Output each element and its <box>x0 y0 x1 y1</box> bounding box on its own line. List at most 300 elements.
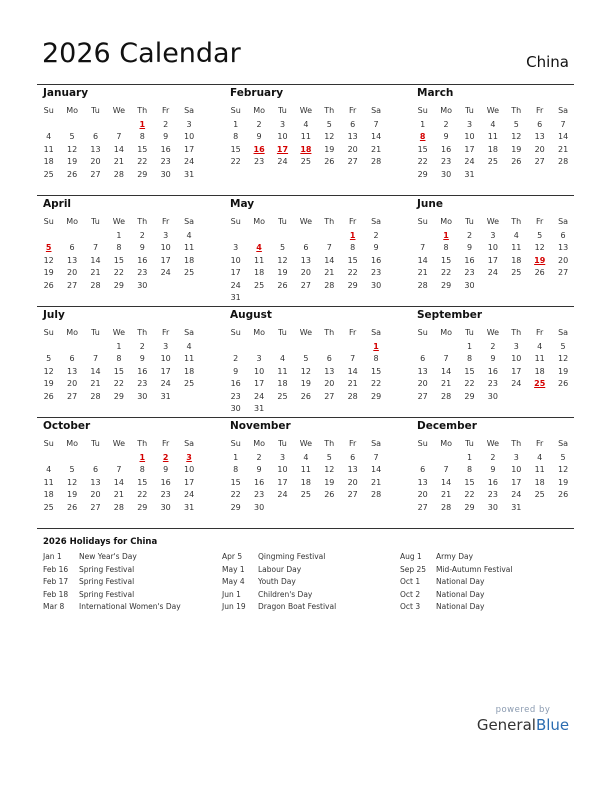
weekday-label: Su <box>417 328 428 337</box>
day-cell: 31 <box>160 391 171 401</box>
day-cell: 15 <box>137 144 148 154</box>
weekday-label: Sa <box>371 106 382 115</box>
day-cell: 16 <box>137 366 148 376</box>
day-cell: 2 <box>490 341 496 351</box>
weekday-label: Mo <box>253 106 265 115</box>
day-cell: 27 <box>417 502 428 512</box>
weekday-label: Su <box>230 217 241 226</box>
day-cell: 10 <box>511 465 522 474</box>
day-cell: 16 <box>230 379 241 388</box>
holiday-name: New Year's Day <box>79 552 137 561</box>
day-cell: 11 <box>300 132 311 141</box>
weekday-label: Sa <box>184 439 195 448</box>
day-cell: 8 <box>116 354 122 363</box>
day-cell: 7 <box>443 465 449 474</box>
day-cell: 6 <box>560 230 566 240</box>
day-cell: 6 <box>69 354 75 363</box>
day-cell: 14 <box>417 255 428 265</box>
day-cell: 14 <box>347 366 358 376</box>
day-cell: 10 <box>277 465 288 474</box>
day-cell: 8 <box>233 465 239 474</box>
month-name: September <box>417 309 483 321</box>
day-cell: 13 <box>90 477 101 487</box>
day-cell: 15 <box>113 366 124 376</box>
day-cell: 28 <box>370 157 382 166</box>
day-cell: 5 <box>513 119 519 129</box>
day-cell: 30 <box>487 502 498 512</box>
weekday-label: Fr <box>536 217 544 226</box>
day-cell: 12 <box>557 354 569 363</box>
day-cell: 24 <box>277 490 288 499</box>
day-cell: 29 <box>230 502 241 512</box>
day-cell: 9 <box>373 243 379 252</box>
month-row <box>37 195 574 306</box>
weekday-label: Mo <box>440 106 452 115</box>
brand-part-blue: Blue <box>535 716 570 734</box>
day-cell: 11 <box>511 243 522 252</box>
weekday-label: Su <box>230 439 241 448</box>
day-cell: 23 <box>370 268 382 277</box>
day-cell: 13 <box>417 477 428 487</box>
day-cell: 12 <box>66 477 78 487</box>
day-cell: 11 <box>277 366 288 376</box>
day-cell: 8 <box>350 243 356 252</box>
day-cell: 17 <box>253 379 265 388</box>
month-name: October <box>43 420 91 432</box>
weekday-label: Th <box>511 217 522 226</box>
day-cell: 5 <box>560 452 566 462</box>
weekday-label: Mo <box>440 439 452 448</box>
day-cell: 24 <box>160 379 171 388</box>
day-cell: 2 <box>256 119 262 129</box>
weekday-label: Tu <box>91 328 100 337</box>
day-cell: 11 <box>534 354 545 363</box>
day-cell: 11 <box>534 465 545 474</box>
powered-by-text: powered by <box>495 705 551 715</box>
day-cell: 26 <box>324 157 335 166</box>
day-cell: 27 <box>534 157 545 166</box>
holiday-date: Mar 8 <box>43 602 65 611</box>
weekday-label: Mo <box>66 106 78 115</box>
day-cell: 3 <box>163 341 169 351</box>
day-cell: 26 <box>324 490 335 499</box>
day-cell: 31 <box>183 169 195 179</box>
holiday-date: Jun 19 <box>222 602 246 611</box>
day-cell: 14 <box>440 477 452 487</box>
day-cell: 4 <box>279 354 286 363</box>
weekday-label: Th <box>137 328 148 337</box>
day-cell: 12 <box>300 366 311 376</box>
day-cell: 26 <box>557 379 569 388</box>
weekday-label: Fr <box>349 106 357 115</box>
weekday-label: Th <box>511 106 522 115</box>
weekday-label: We <box>299 217 313 226</box>
month-name: March <box>417 87 454 99</box>
day-cell: 21 <box>370 144 382 154</box>
weekday-label: Fr <box>162 106 170 115</box>
day-cell: 17 <box>511 477 522 487</box>
weekday-label: Sa <box>184 106 195 115</box>
day-cell: 6 <box>92 465 99 474</box>
holiday-day-cell: 2 <box>162 452 169 462</box>
day-cell: 17 <box>183 144 195 154</box>
day-cell: 18 <box>43 157 54 166</box>
day-cell: 29 <box>464 502 475 512</box>
page-title: 2026 Calendar <box>42 38 241 69</box>
holiday-day-cell: 19 <box>534 255 546 265</box>
weekday-label: Tu <box>465 217 474 226</box>
day-cell: 12 <box>66 144 78 154</box>
weekday-label: Tu <box>278 106 287 115</box>
holiday-day-cell: 1 <box>139 452 146 462</box>
day-cell: 9 <box>466 243 473 252</box>
day-cell: 22 <box>137 490 148 499</box>
day-cell: 22 <box>230 157 241 166</box>
day-cell: 22 <box>137 157 148 166</box>
day-cell: 31 <box>464 169 475 179</box>
weekday-label: Th <box>511 439 522 448</box>
day-cell: 29 <box>440 280 452 290</box>
day-cell: 23 <box>253 157 265 166</box>
day-cell: 24 <box>487 268 498 277</box>
weekday-label: Fr <box>162 217 170 226</box>
month-name: February <box>230 87 284 99</box>
day-cell: 8 <box>116 243 122 252</box>
month-row <box>37 417 574 529</box>
day-cell: 5 <box>537 230 543 240</box>
day-cell: 30 <box>440 169 452 179</box>
holiday-day-cell: 1 <box>349 230 356 240</box>
day-cell: 14 <box>324 255 335 265</box>
day-cell: 8 <box>373 354 379 363</box>
day-cell: 12 <box>511 132 522 141</box>
day-cell: 23 <box>137 268 148 277</box>
day-cell: 4 <box>490 119 496 129</box>
generalblue-logo[interactable] <box>473 705 573 734</box>
day-cell: 11 <box>253 255 265 265</box>
day-cell: 9 <box>139 354 145 363</box>
day-cell: 13 <box>534 132 545 141</box>
holiday-name: Youth Day <box>258 577 296 586</box>
day-cell: 14 <box>557 132 569 141</box>
day-cell: 21 <box>324 268 335 277</box>
day-cell: 25 <box>277 391 288 401</box>
day-cell: 2 <box>466 230 473 240</box>
weekday-label: Sa <box>558 328 569 337</box>
day-cell: 20 <box>417 490 428 499</box>
day-cell: 31 <box>183 502 195 512</box>
holiday-date: Sep 25 <box>400 564 427 574</box>
holiday-day-cell: 1 <box>443 230 449 240</box>
day-cell: 22 <box>113 379 124 388</box>
day-cell: 16 <box>160 477 171 487</box>
day-cell: 28 <box>113 169 124 179</box>
day-cell: 20 <box>324 379 335 388</box>
day-cell: 6 <box>92 132 99 141</box>
day-cell: 23 <box>487 490 498 499</box>
holiday-name: Dragon Boat Festival <box>258 602 337 611</box>
day-cell: 24 <box>511 490 522 499</box>
day-cell: 4 <box>186 230 192 240</box>
weekday-label: Su <box>43 328 54 337</box>
month-row <box>37 84 574 195</box>
weekday-label: Sa <box>184 217 195 226</box>
weekday-label: Tu <box>465 106 474 115</box>
day-cell: 22 <box>440 268 452 277</box>
day-cell: 17 <box>183 477 195 487</box>
weekday-label: Su <box>230 328 241 337</box>
day-cell: 29 <box>113 391 124 401</box>
day-cell: 5 <box>69 132 75 141</box>
day-cell: 1 <box>116 341 122 351</box>
weekday-label: Mo <box>440 217 452 226</box>
day-cell: 23 <box>253 490 265 499</box>
day-cell: 19 <box>557 477 569 487</box>
day-cell: 3 <box>513 452 519 462</box>
day-cell: 14 <box>370 132 382 141</box>
day-cell: 15 <box>347 255 358 265</box>
day-cell: 21 <box>557 144 569 154</box>
day-cell: 27 <box>347 490 358 499</box>
day-cell: 15 <box>464 366 475 376</box>
day-cell: 19 <box>300 379 311 388</box>
day-cell: 1 <box>116 230 122 240</box>
day-cell: 10 <box>160 354 171 363</box>
day-cell: 15 <box>417 144 428 154</box>
day-cell: 3 <box>186 119 192 129</box>
day-cell: 22 <box>464 490 475 499</box>
day-cell: 17 <box>230 268 241 277</box>
day-cell: 13 <box>90 144 101 154</box>
day-cell: 26 <box>66 169 78 179</box>
day-cell: 1 <box>466 452 473 462</box>
day-cell: 2 <box>443 119 449 129</box>
day-cell: 30 <box>230 404 241 413</box>
day-cell: 30 <box>137 391 148 401</box>
day-cell: 2 <box>373 230 379 240</box>
weekday-label: Th <box>137 217 148 226</box>
day-cell: 10 <box>511 354 522 363</box>
weekday-label: Fr <box>536 328 544 337</box>
weekday-label: Sa <box>371 217 382 226</box>
weekday-label: Mo <box>253 217 265 226</box>
weekday-label: Fr <box>536 106 544 115</box>
holiday-name: Spring Festival <box>79 577 135 586</box>
holiday-date: Oct 1 <box>400 577 421 586</box>
day-cell: 8 <box>139 465 145 474</box>
day-cell: 24 <box>183 490 195 499</box>
day-cell: 30 <box>137 280 148 290</box>
weekday-label: Th <box>137 106 148 115</box>
day-cell: 8 <box>233 132 239 141</box>
day-cell: 14 <box>440 366 452 376</box>
day-cell: 24 <box>511 379 522 388</box>
weekday-label: Sa <box>371 439 382 448</box>
holiday-date: Apr 5 <box>222 552 243 561</box>
day-cell: 16 <box>487 477 498 487</box>
day-cell: 14 <box>113 477 124 487</box>
weekday-label: Fr <box>349 439 357 448</box>
day-cell: 26 <box>66 502 78 512</box>
weekday-label: Su <box>43 439 54 448</box>
day-cell: 15 <box>230 477 241 487</box>
day-cell: 7 <box>560 119 566 129</box>
day-cell: 9 <box>443 132 449 141</box>
weekday-label: Su <box>43 217 54 226</box>
day-cell: 9 <box>490 465 496 474</box>
weekday-label: Sa <box>558 106 569 115</box>
holiday-day-cell: 16 <box>253 144 265 154</box>
day-cell: 2 <box>233 354 239 363</box>
day-cell: 9 <box>233 366 239 376</box>
day-cell: 7 <box>116 132 122 141</box>
day-cell: 1 <box>466 341 473 351</box>
day-cell: 26 <box>43 391 54 401</box>
month-name: June <box>417 198 443 210</box>
day-cell: 22 <box>370 379 382 388</box>
holiday-name: National Day <box>436 602 485 611</box>
day-cell: 14 <box>370 465 382 474</box>
weekday-label: Th <box>137 439 148 448</box>
day-cell: 17 <box>487 255 498 265</box>
month-row <box>37 306 574 417</box>
day-cell: 8 <box>466 354 473 363</box>
month-name: May <box>230 198 255 210</box>
holiday-name: International Women's Day <box>79 602 181 611</box>
day-cell: 5 <box>560 341 566 351</box>
day-cell: 20 <box>557 255 569 265</box>
day-cell: 4 <box>303 452 309 462</box>
day-cell: 18 <box>511 255 522 265</box>
day-cell: 28 <box>370 490 382 499</box>
weekday-label: Sa <box>184 328 195 337</box>
holiday-date: Oct 3 <box>400 602 421 611</box>
day-cell: 30 <box>160 169 171 179</box>
day-cell: 7 <box>420 243 426 252</box>
day-cell: 20 <box>300 268 311 277</box>
day-cell: 11 <box>183 354 195 363</box>
day-cell: 11 <box>487 132 498 141</box>
brand-part-general: General <box>476 716 536 734</box>
day-cell: 26 <box>534 268 545 277</box>
weekday-label: Su <box>43 106 54 115</box>
day-cell: 10 <box>183 132 195 141</box>
day-cell: 28 <box>347 391 358 401</box>
day-cell: 6 <box>69 243 75 252</box>
day-cell: 29 <box>417 169 428 179</box>
day-cell: 20 <box>66 379 78 388</box>
day-cell: 26 <box>300 391 311 401</box>
day-cell: 21 <box>347 379 358 388</box>
day-cell: 27 <box>90 169 101 179</box>
day-cell: 20 <box>347 477 358 487</box>
weekday-label: We <box>486 217 500 226</box>
day-cell: 10 <box>183 465 195 474</box>
weekday-label: Fr <box>536 439 544 448</box>
weekday-label: We <box>112 217 126 226</box>
day-cell: 24 <box>160 268 171 277</box>
holiday-name: Spring Festival <box>79 589 135 599</box>
day-cell: 12 <box>324 465 335 474</box>
day-cell: 19 <box>277 268 288 277</box>
day-cell: 15 <box>370 366 382 376</box>
day-cell: 8 <box>466 465 473 474</box>
weekday-label: Fr <box>349 328 357 337</box>
day-cell: 19 <box>557 366 569 376</box>
day-cell: 21 <box>113 157 124 166</box>
day-cell: 18 <box>253 268 265 277</box>
day-cell: 18 <box>183 366 195 376</box>
day-cell: 7 <box>443 354 449 363</box>
day-cell: 28 <box>90 391 101 401</box>
day-cell: 10 <box>160 243 171 252</box>
weekday-label: Mo <box>66 328 78 337</box>
day-cell: 16 <box>253 477 265 487</box>
day-cell: 7 <box>116 465 122 474</box>
day-cell: 2 <box>490 452 496 462</box>
day-cell: 19 <box>324 477 335 487</box>
holiday-date: Jan 1 <box>43 552 62 561</box>
day-cell: 22 <box>347 268 358 277</box>
day-cell: 25 <box>300 490 311 499</box>
day-cell: 3 <box>513 341 519 351</box>
day-cell: 14 <box>113 144 124 154</box>
day-cell: 19 <box>66 157 78 166</box>
day-cell: 5 <box>69 465 75 474</box>
day-cell: 24 <box>464 157 475 166</box>
day-cell: 9 <box>139 243 145 252</box>
day-cell: 21 <box>113 490 124 499</box>
day-cell: 12 <box>534 243 545 252</box>
weekday-label: We <box>299 439 313 448</box>
day-cell: 2 <box>139 341 145 351</box>
day-cell: 16 <box>160 144 171 154</box>
day-cell: 15 <box>440 255 452 265</box>
day-cell: 23 <box>160 490 171 499</box>
day-cell: 1 <box>233 119 239 129</box>
calendar-grid <box>37 84 574 529</box>
day-cell: 3 <box>256 354 262 363</box>
holiday-name: Children's Day <box>258 589 313 599</box>
weekday-label: Th <box>324 439 335 448</box>
day-cell: 3 <box>466 119 473 129</box>
day-cell: 27 <box>66 280 78 290</box>
day-cell: 21 <box>90 268 101 277</box>
weekday-label: Su <box>230 106 241 115</box>
day-cell: 11 <box>43 477 54 487</box>
day-cell: 20 <box>90 490 101 499</box>
day-cell: 3 <box>279 119 286 129</box>
holiday-name: National Day <box>436 577 485 586</box>
day-cell: 25 <box>43 169 54 179</box>
day-cell: 18 <box>534 366 545 376</box>
day-cell: 25 <box>300 157 311 166</box>
holiday-date: Oct 2 <box>400 589 421 599</box>
day-cell: 21 <box>440 379 452 388</box>
day-cell: 12 <box>277 255 288 265</box>
day-cell: 27 <box>90 502 101 512</box>
weekday-label: Sa <box>558 439 569 448</box>
day-cell: 23 <box>464 268 475 277</box>
holiday-date: Feb 16 <box>43 564 69 574</box>
day-cell: 7 <box>92 243 99 252</box>
day-cell: 18 <box>534 477 545 487</box>
day-cell: 5 <box>326 452 332 462</box>
weekday-label: We <box>112 328 126 337</box>
weekday-label: Su <box>417 217 428 226</box>
weekday-label: Mo <box>253 328 265 337</box>
weekday-label: Mo <box>66 439 78 448</box>
